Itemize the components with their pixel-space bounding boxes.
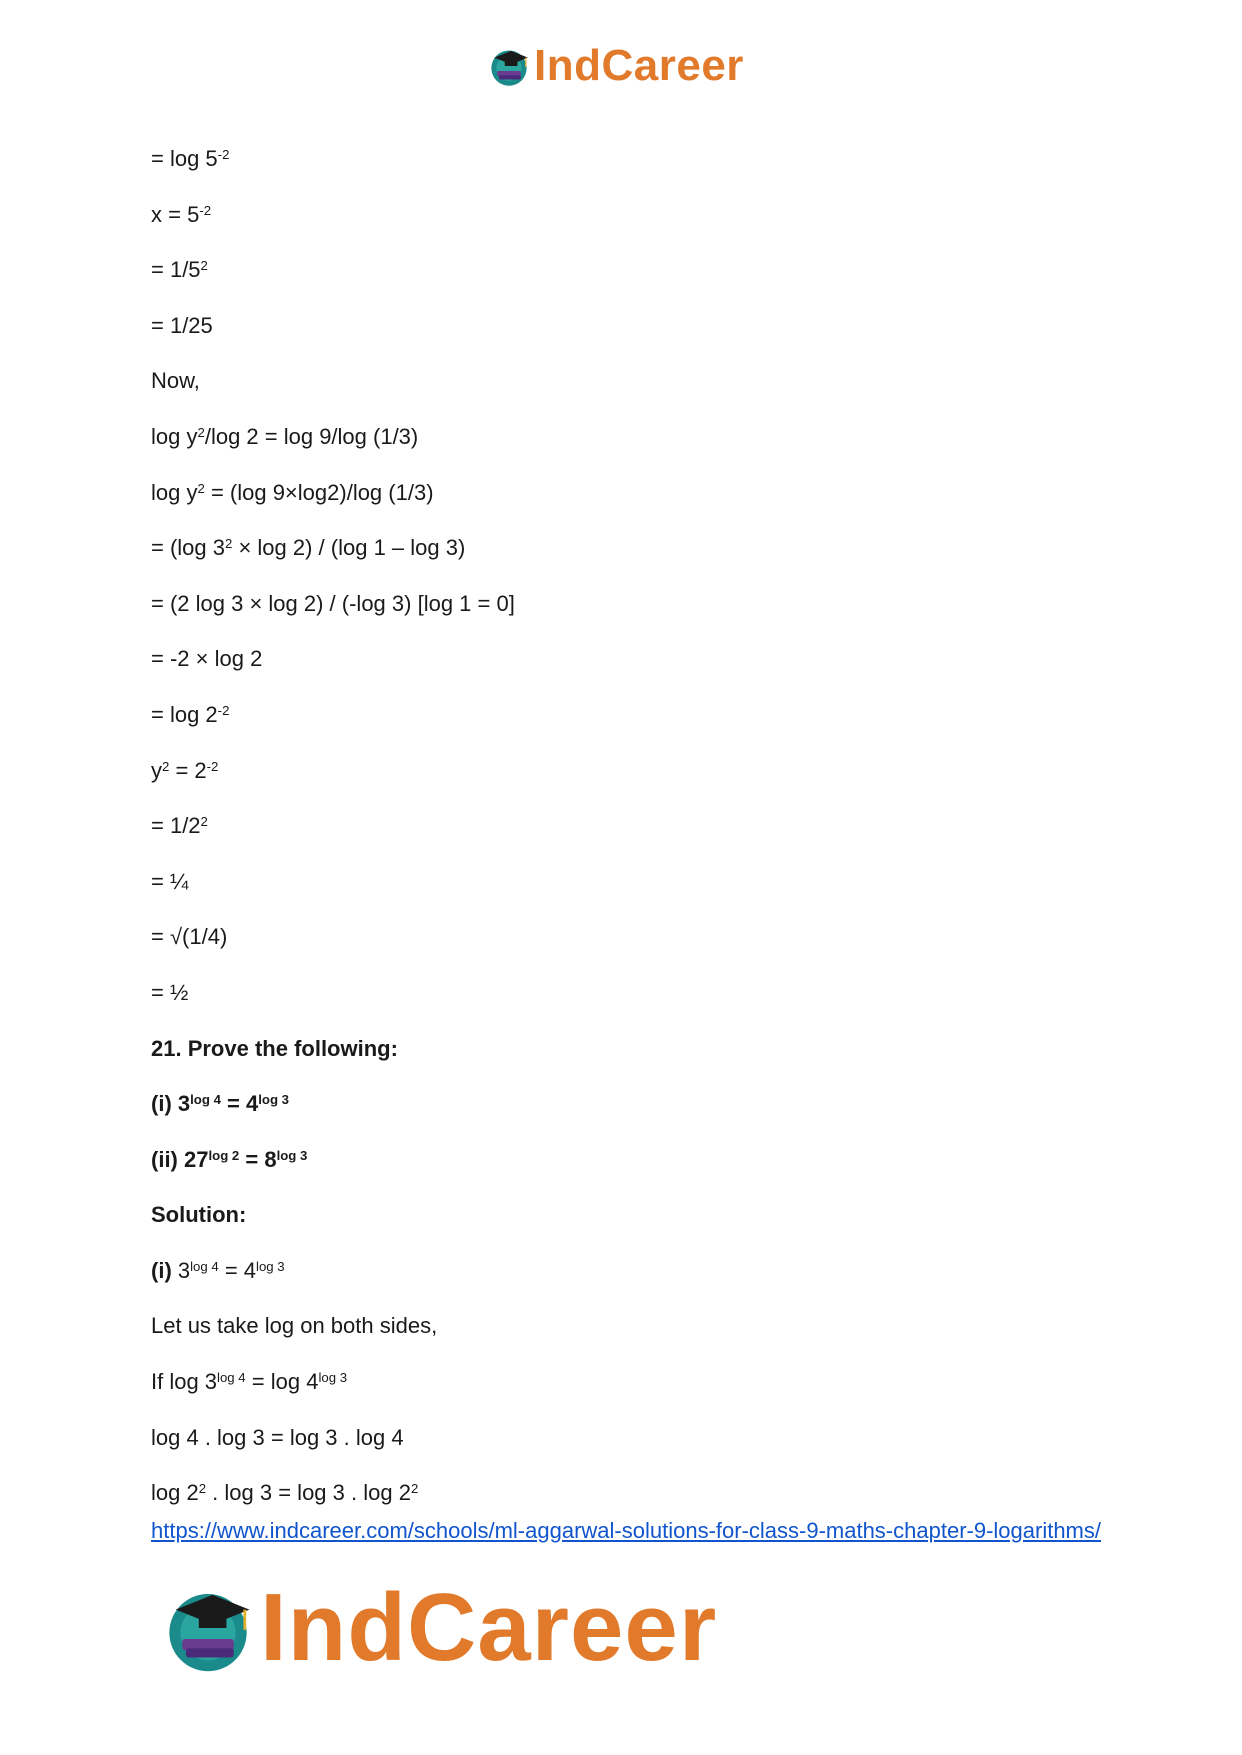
text-line — [151, 424, 1111, 480]
text-line — [151, 980, 1111, 1036]
line-text: = 4 — [218, 1257, 257, 1283]
line-text: = log 4 — [245, 1369, 319, 1395]
line-text: = log 5 — [151, 146, 218, 171]
logo-text: IndCareer — [260, 1574, 718, 1681]
superscript: -2 — [217, 146, 230, 162]
line-text: = -2 × log 2 — [151, 646, 263, 672]
text-line — [151, 1202, 1111, 1258]
line-text: = (log 9×log2)/log (1/3) — [204, 479, 434, 505]
text-line — [151, 1313, 1111, 1369]
text-line — [151, 646, 1111, 702]
line-text: = 2 — [169, 757, 207, 783]
line-text: log 4 . log 3 = log 3 . log 4 — [151, 1424, 404, 1450]
superscript: 2 — [162, 758, 170, 774]
text-line — [151, 1425, 1111, 1481]
line-text: log 2 — [151, 1480, 199, 1506]
text-line — [151, 146, 1111, 202]
line-text: If log 3 — [151, 1369, 218, 1395]
line-text: = (log 3 — [151, 535, 225, 561]
line-text: = 1/25 — [151, 312, 213, 338]
text-line — [151, 480, 1111, 536]
text-line — [151, 924, 1111, 980]
superscript: log 3 — [256, 1258, 285, 1274]
superscript: 2 — [197, 424, 205, 440]
superscript: 2 — [410, 1481, 419, 1496]
text-line — [151, 257, 1111, 313]
text-line — [151, 1369, 1111, 1425]
line-text: Solution: — [151, 1202, 247, 1228]
source-link[interactable]: https://www.indcareer.com/schools/ml-aggarwal-solutions-for-class-9-maths-chapter-9-logarithms/ — [151, 1518, 1101, 1543]
line-text: 3 — [171, 1257, 191, 1283]
text-line — [151, 202, 1111, 258]
text-line — [151, 1258, 1111, 1314]
superscript: 2 — [200, 813, 208, 829]
superscript: log 3 — [318, 1369, 348, 1385]
line-text: Now, — [151, 368, 200, 394]
line-text: 21. Prove the following: — [151, 1035, 398, 1061]
superscript: log 3 — [276, 1147, 308, 1163]
text-line — [151, 368, 1111, 424]
footer-logo — [162, 1574, 718, 1681]
graduation-book-icon — [488, 45, 530, 87]
logo-text: IndCareer — [534, 41, 744, 90]
line-text: = √(1/4) — [151, 924, 228, 950]
line-text: = (2 log 3 × log 2) / (-log 3) [log 1 = 0] — [151, 590, 515, 616]
text-line — [151, 1091, 1111, 1147]
text-line — [151, 869, 1111, 925]
superscript: -2 — [199, 202, 212, 218]
superscript: log 4 — [190, 1091, 221, 1107]
superscript: -2 — [206, 758, 219, 774]
line-text: (ii) 27 — [151, 1146, 209, 1172]
line-text: = log 2 — [151, 701, 218, 727]
line-text: Let us take log on both sides, — [151, 1313, 438, 1339]
line-text: log y — [151, 423, 198, 449]
line-text: = 4 — [220, 1091, 259, 1117]
line-text: = ¼ — [151, 868, 189, 894]
superscript: 2 — [197, 480, 205, 496]
line-text: /log 2 = log 9/log (1/3) — [204, 423, 419, 449]
document-body — [151, 146, 1111, 1536]
text-line — [151, 535, 1111, 591]
text-line — [151, 591, 1111, 647]
line-text: = 1/2 — [151, 813, 201, 839]
line-text: y — [151, 757, 162, 783]
text-line — [151, 813, 1111, 869]
line-text: (i) 3 — [151, 1091, 191, 1117]
superscript: -2 — [217, 702, 230, 718]
superscript: log 4 — [190, 1258, 219, 1274]
line-text: = 8 — [239, 1146, 277, 1172]
superscript: log 4 — [217, 1369, 246, 1385]
superscript: 2 — [225, 535, 233, 551]
text-line — [151, 313, 1111, 369]
line-text: x = 5 — [151, 201, 200, 227]
line-text: = 1/5 — [151, 257, 201, 283]
graduation-book-icon — [162, 1582, 254, 1674]
line-text: log y — [151, 479, 198, 505]
superscript: log 3 — [258, 1091, 289, 1107]
superscript: 2 — [198, 1481, 207, 1496]
text-line — [151, 1036, 1111, 1092]
bold-prefix: (i) — [151, 1257, 172, 1283]
line-text: = ½ — [151, 979, 189, 1005]
superscript: log 2 — [208, 1147, 240, 1163]
text-line — [151, 758, 1111, 814]
text-line — [151, 702, 1111, 758]
line-text: × log 2) / (log 1 – log 3) — [232, 535, 466, 561]
header-logo — [488, 41, 744, 90]
line-text: . log 3 = log 3 . log 2 — [206, 1480, 411, 1506]
text-line — [151, 1147, 1111, 1203]
superscript: 2 — [200, 257, 208, 273]
